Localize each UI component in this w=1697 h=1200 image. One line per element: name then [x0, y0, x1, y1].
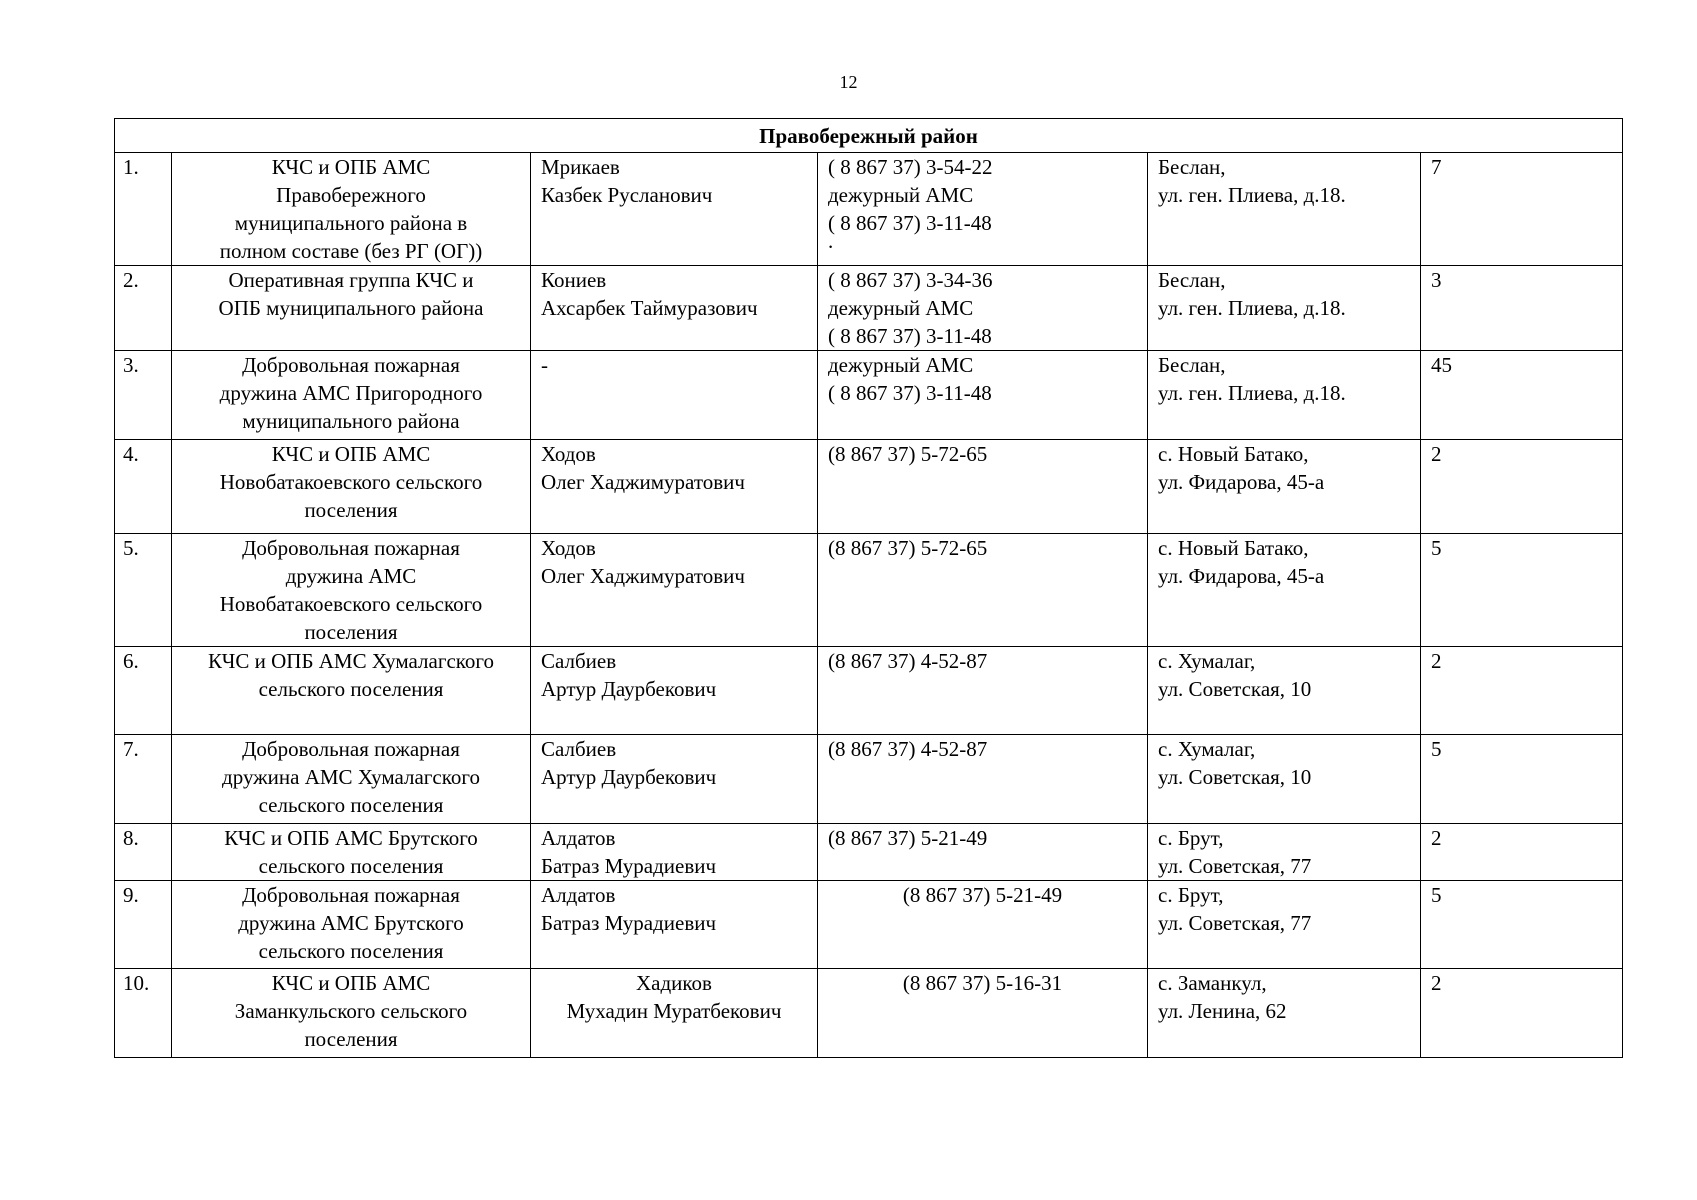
responsible-person-cell-line: Кониев: [541, 268, 607, 292]
organization-cell: [172, 735, 531, 824]
organization-cell-line: Новобатакоевского сельского: [219, 592, 483, 616]
table-row: [115, 351, 1623, 440]
personnel-count-cell: 5: [1421, 534, 1623, 647]
address-cell-line: ул. ген. Плиева, д.18.: [1158, 183, 1346, 207]
table-row: [115, 881, 1623, 969]
phone-cell-line: дежурный АМС: [828, 296, 974, 320]
personnel-count-cell: 2: [1421, 647, 1623, 735]
district-title-row: [115, 119, 1623, 153]
table-row: [115, 534, 1623, 647]
personnel-count-cell: 5: [1421, 881, 1623, 969]
organization-cell-line: КЧС и ОПБ АМС: [271, 155, 431, 179]
organization-cell: [172, 534, 531, 647]
organization-cell-line: поселения: [304, 620, 398, 644]
phone-cell: [818, 881, 1148, 969]
address-cell: [1148, 735, 1421, 824]
phone-cell-line: (8 867 37) 5-21-49: [828, 826, 988, 850]
address-cell-line: Беслан,: [1158, 353, 1226, 377]
address-cell-line: ул. ген. Плиева, д.18.: [1158, 296, 1346, 320]
responsible-person-cell-line: Салбиев: [541, 737, 617, 761]
phone-cell-line: ( 8 867 37) 3-54-22: [828, 155, 993, 179]
table-row: [115, 440, 1623, 534]
organization-cell: [172, 647, 531, 735]
organization-cell: [172, 351, 531, 440]
phone-cell: [818, 440, 1148, 534]
organization-cell-line: дружина АМС Брутского: [238, 911, 464, 935]
address-cell-line: ул. Советская, 10: [1158, 677, 1312, 701]
responsible-person-cell: [531, 647, 818, 735]
phone-cell-line: (8 867 37) 5-72-65: [828, 442, 988, 466]
phone-cell-line: ( 8 867 37) 3-34-36: [828, 268, 993, 292]
personnel-count-cell: 2: [1421, 824, 1623, 881]
organization-cell-line: Новобатакоевского сельского: [219, 470, 483, 494]
phone-cell-line: (8 867 37) 5-16-31: [902, 971, 1063, 995]
address-cell-line: с. Новый Батако,: [1158, 442, 1309, 466]
responsible-person-cell: [531, 351, 818, 440]
personnel-count-cell: 2: [1421, 440, 1623, 534]
organization-cell-line: сельского поселения: [258, 677, 444, 701]
responsible-person-cell-line: Батраз Мурадиевич: [541, 911, 717, 935]
organization-cell-line: ОПБ муниципального района: [218, 296, 484, 320]
row-number: 4.: [115, 440, 172, 534]
address-cell-line: ул. ген. Плиева, д.18.: [1158, 381, 1346, 405]
responsible-person-cell-line: Ахсарбек Таймуразович: [541, 296, 758, 320]
phone-cell: [818, 351, 1148, 440]
responsible-person-cell: [531, 824, 818, 881]
address-cell: [1148, 153, 1421, 266]
row-number: 10.: [115, 969, 172, 1058]
district-title: Правобережный район: [115, 119, 1623, 153]
organization-cell-line: муниципального района: [242, 409, 460, 433]
address-cell-line: с. Новый Батако,: [1158, 536, 1309, 560]
address-cell-line: ул. Советская, 10: [1158, 765, 1312, 789]
organization-cell-line: сельского поселения: [258, 939, 444, 963]
organization-cell-line: КЧС и ОПБ АМС Брутского: [224, 826, 478, 850]
responsible-person-cell-line: Казбек Русланович: [541, 183, 713, 207]
responsible-person-cell: [531, 735, 818, 824]
responsible-person-cell: [531, 534, 818, 647]
responsible-person-cell-line: Алдатов: [541, 826, 616, 850]
table-row: [115, 824, 1623, 881]
row-number: 8.: [115, 824, 172, 881]
phone-cell-line: ( 8 867 37) 3-11-48: [828, 211, 992, 235]
address-cell-line: с. Заманкул,: [1158, 971, 1267, 995]
responsible-person-cell-line: -: [541, 353, 548, 377]
responsible-person-cell-line: Олег Хаджимуратович: [541, 564, 745, 588]
phone-cell: [818, 824, 1148, 881]
responsible-person-cell-line: Мухадин Муратбекович: [566, 999, 782, 1023]
row-number: 2.: [115, 266, 172, 351]
table-row: [115, 153, 1623, 266]
page-number: 12: [839, 72, 858, 92]
phone-cell-line: (8 867 37) 5-21-49: [902, 883, 1063, 907]
address-cell-line: ул. Ленина, 62: [1158, 999, 1287, 1023]
organization-cell-line: Добровольная пожарная: [242, 353, 460, 377]
organization-cell: [172, 824, 531, 881]
responsible-person-cell-line: Ходов: [541, 442, 596, 466]
row-number: 3.: [115, 351, 172, 440]
organization-cell-line: поселения: [304, 498, 398, 522]
phone-cell-line: (8 867 37) 5-72-65: [828, 536, 988, 560]
address-cell-line: Беслан,: [1158, 155, 1226, 179]
personnel-count-cell: 45: [1421, 351, 1623, 440]
phone-cell: [818, 153, 1148, 266]
organization-cell-line: дружина АМС: [285, 564, 417, 588]
organization-cell-line: полном составе (без РГ (ОГ)): [219, 239, 483, 263]
personnel-count-cell: 5: [1421, 735, 1623, 824]
row-number: 7.: [115, 735, 172, 824]
organization-cell-line: сельского поселения: [258, 793, 444, 817]
address-cell-line: ул. Фидарова, 45-а: [1158, 470, 1325, 494]
personnel-count-cell: 3: [1421, 266, 1623, 351]
address-cell-line: ул. Советская, 77: [1158, 854, 1312, 878]
responsible-person-cell: [531, 969, 818, 1058]
table-body: [115, 119, 1623, 1058]
phone-cell: [818, 647, 1148, 735]
responsible-person-cell-line: Ходов: [541, 536, 596, 560]
table-row: [115, 735, 1623, 824]
phone-cell-line: дежурный АМС: [828, 183, 974, 207]
address-cell-line: ул. Фидарова, 45-а: [1158, 564, 1325, 588]
organization-cell-line: Добровольная пожарная: [242, 737, 460, 761]
organization-cell-line: Добровольная пожарная: [242, 883, 460, 907]
organization-cell-line: поселения: [304, 1027, 398, 1051]
address-cell-line: с. Брут,: [1158, 883, 1224, 907]
address-cell: [1148, 440, 1421, 534]
phone-cell-line: ( 8 867 37) 3-11-48: [828, 324, 992, 348]
address-cell-line: с. Хумалаг,: [1158, 649, 1256, 673]
organization-cell-line: дружина АМС Хумалагского: [222, 765, 480, 789]
table-row: [115, 647, 1623, 735]
address-cell: [1148, 824, 1421, 881]
organization-cell-line: Правобережного: [276, 183, 426, 207]
organization-cell-line: КЧС и ОПБ АМС: [271, 971, 431, 995]
address-cell: [1148, 266, 1421, 351]
personnel-count-cell: 7: [1421, 153, 1623, 266]
organization-cell-line: дружина АМС Пригородного: [219, 381, 483, 405]
phone-cell-line: дежурный АМС: [828, 353, 974, 377]
organization-cell-line: КЧС и ОПБ АМС Хумалагского: [207, 649, 494, 673]
responsible-person-cell-line: Олег Хаджимуратович: [541, 470, 745, 494]
responsible-person-cell-line: Мрикаев: [541, 155, 620, 179]
organization-cell-line: Оперативная группа КЧС и: [228, 268, 474, 292]
responsible-person-cell: [531, 440, 818, 534]
table-row: [115, 266, 1623, 351]
organization-cell-line: сельского поселения: [258, 854, 444, 878]
phone-cell-line: (8 867 37) 4-52-87: [828, 649, 988, 673]
row-number: 9.: [115, 881, 172, 969]
phone-cell: [818, 735, 1148, 824]
personnel-count-cell: 2: [1421, 969, 1623, 1058]
responsible-person-cell-line: Алдатов: [541, 883, 616, 907]
responsible-person-cell: [531, 266, 818, 351]
organization-cell-line: Добровольная пожарная: [242, 536, 460, 560]
row-number: 1.: [115, 153, 172, 266]
address-cell-line: с. Хумалаг,: [1158, 737, 1256, 761]
address-cell-line: с. Брут,: [1158, 826, 1224, 850]
responsible-person-cell: [531, 153, 818, 266]
address-cell-line: Беслан,: [1158, 268, 1226, 292]
responsible-person-cell-line: Салбиев: [541, 649, 617, 673]
row-number: 5.: [115, 534, 172, 647]
organization-cell-line: Заманкульского сельского: [234, 999, 468, 1023]
organization-cell: [172, 881, 531, 969]
table-row: [115, 969, 1623, 1058]
responsible-person-cell-line: Артур Даурбекович: [541, 765, 717, 789]
district-contacts-table: [114, 118, 1623, 1058]
responsible-person-cell-line: Батраз Мурадиевич: [541, 854, 717, 878]
row-number: 6.: [115, 647, 172, 735]
address-cell: [1148, 881, 1421, 969]
organization-cell-line: муниципального района в: [234, 211, 468, 235]
address-cell: [1148, 647, 1421, 735]
phone-cell-line: (8 867 37) 4-52-87: [828, 737, 988, 761]
phone-cell: [818, 969, 1148, 1058]
address-cell: [1148, 351, 1421, 440]
phone-cell: [818, 266, 1148, 351]
organization-cell: [172, 969, 531, 1058]
organization-cell-line: КЧС и ОПБ АМС: [271, 442, 431, 466]
organization-cell: [172, 440, 531, 534]
phone-cell-line: .: [828, 229, 834, 253]
responsible-person-cell: [531, 881, 818, 969]
organization-cell: [172, 153, 531, 266]
phone-cell: [818, 534, 1148, 647]
address-cell-line: ул. Советская, 77: [1158, 911, 1312, 935]
address-cell: [1148, 534, 1421, 647]
responsible-person-cell-line: Хадиков: [636, 971, 712, 995]
responsible-person-cell-line: Артур Даурбекович: [541, 677, 717, 701]
phone-cell-line: ( 8 867 37) 3-11-48: [828, 381, 992, 405]
address-cell: [1148, 969, 1421, 1058]
organization-cell: [172, 266, 531, 351]
